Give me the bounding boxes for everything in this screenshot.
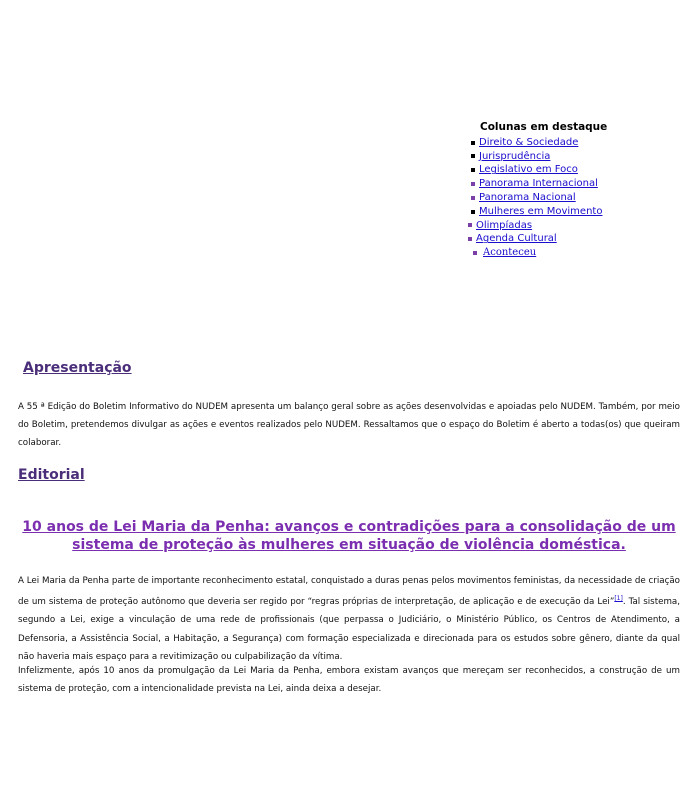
featured-columns-title: Colunas em destaque [480, 121, 608, 133]
link-aconteceu-label: Aconteceu [483, 247, 537, 259]
link-legislativo-em-foco[interactable]: Legislativo em Foco [479, 164, 578, 176]
featured-columns-box [468, 121, 668, 260]
link-jurisprudencia[interactable]: Jurisprudência [479, 150, 551, 162]
square-bullet-icon [473, 251, 477, 255]
list-item [468, 205, 668, 219]
editorial-paragraph-1 [18, 572, 680, 666]
featured-columns-list [468, 136, 668, 260]
list-item [468, 219, 668, 233]
square-bullet-icon [471, 141, 475, 145]
list-item [468, 150, 668, 164]
square-bullet-icon [471, 168, 475, 172]
square-bullet-icon [468, 223, 472, 227]
apresentacao-text: A 55 ª Edição do Boletim Informativo do NUDEM apresenta um balanço geral sobre as ações desenvolvidas e apoiadas pelo NUDEM. Também, por meio do Boletim, pretendemos divulgar as ações e eventos realizados pelo NUDEM. Ressaltamos que o espaço do Boletim é aberto a todas(os) que queiram colaborar. [18, 402, 680, 449]
footnote-link[interactable]: [1] [614, 595, 623, 603]
paragraph-text: . Tal sistema, segundo a Lei, exige a vinculação de uma rede de profissionais (que perpassa o Judiciário, o Ministério Público, os Centros de Atendimento, a Defensoria, a Assistência Social, a Habitação, a Segurança) com formação especializada e direcionada para os estudos sobre gênero, diante da qual não haveria mais espaço para a revitimização ou culpabilização da vítima. [18, 597, 680, 662]
list-item [468, 191, 668, 205]
list-item [468, 177, 668, 191]
link-olimpiadas[interactable]: Olimpíadas [476, 219, 533, 231]
list-item [468, 136, 668, 150]
list-item [468, 246, 668, 260]
link-panorama-nacional[interactable]: Panorama Nacional [479, 191, 576, 203]
square-bullet-icon [468, 237, 472, 241]
link-mulheres-em-movimento[interactable]: Mulheres em Movimento [479, 205, 603, 217]
editorial-heading: Editorial [18, 467, 85, 483]
link-panorama-internacional[interactable]: Panorama Internacional [479, 178, 598, 190]
link-agenda-cultural[interactable]: Agenda Cultural [476, 233, 557, 245]
paragraph-text: A Lei Maria da Penha parte de importante reconhecimento estatal, conquistado a duras penas pelos movimentos feministas, da necessidade de criação de um sistema de proteção autônomo que deveria ser regido por “regras próprias de interpretação, de aplicação e de execução da Lei” [18, 576, 680, 608]
square-bullet-icon [471, 182, 475, 186]
editorial-paragraph-2: Infelizmente, após 10 anos da promulgação da Lei Maria da Penha, embora existam avanços que mereçam ser reconhecidos, a construção de um sistema de proteção, com a intencionalidade prevista na Lei, ainda deixa a desejar. [18, 666, 680, 695]
apresentacao-heading: Apresentação [23, 360, 132, 376]
list-item [468, 232, 668, 246]
square-bullet-icon [471, 196, 475, 200]
link-aconteceu[interactable] [468, 246, 536, 260]
link-direito-sociedade[interactable]: Direito & Sociedade [479, 136, 579, 148]
square-bullet-icon [471, 154, 475, 158]
list-item [468, 163, 668, 177]
square-bullet-icon [471, 210, 475, 214]
article-title: 10 anos de Lei Maria da Penha: avanços e contradições para a consolidação de um sistema de proteção às mulheres em situação de violência doméstica. [22, 519, 676, 553]
